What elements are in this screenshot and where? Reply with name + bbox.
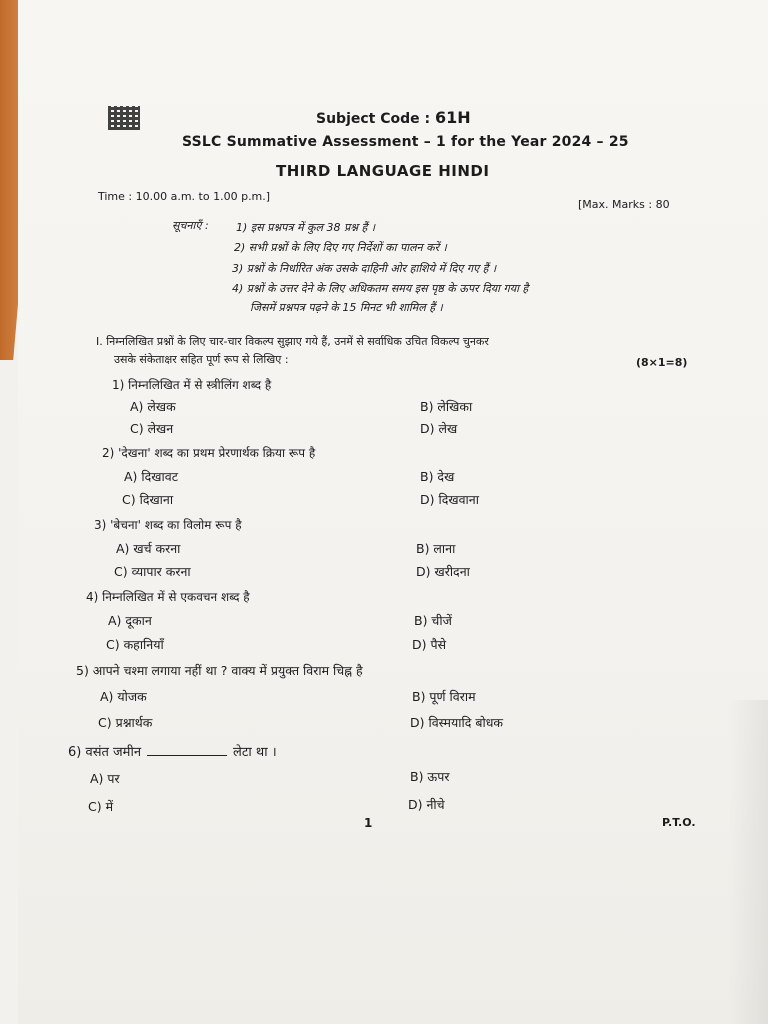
- question: 3) 'बेचना' शब्द का विलोम रूप है: [94, 518, 242, 532]
- subject-code: [316, 108, 471, 127]
- option-b: B) पूर्ण विराम: [412, 689, 476, 704]
- section-instruction-cont: उसके संकेताक्षर सहित पूर्ण रूप से लिखिए :: [114, 353, 289, 366]
- instruction-item: 1) इस प्रश्नपत्र में कुल 38 प्रश्न हैं ।: [236, 221, 375, 234]
- option-d: D) पैसे: [412, 637, 447, 652]
- question: 5) आपने चश्मा लगाया नहीं था ? वाक्य में प्रयुक्त विराम चिह्न है: [76, 663, 363, 678]
- option-a: A) खर्च करना: [116, 541, 181, 556]
- option-c: C) कहानियाँ: [106, 637, 164, 652]
- option-c: C) में: [88, 799, 114, 814]
- instructions-label: सूचनाएँ :: [172, 219, 209, 232]
- option-b: B) चीजें: [414, 613, 452, 628]
- option-b: B) लेखिका: [420, 399, 473, 414]
- option-d: D) खरीदना: [416, 564, 470, 579]
- option-a: A) दिखावट: [124, 469, 178, 484]
- option-c: C) दिखाना: [122, 492, 174, 507]
- instruction-item: 4) प्रश्नों के उत्तर देने के लिए अधिकतम समय इस पृष्ठ के ऊपर दिया गया है: [232, 282, 529, 295]
- section-marks: (8×1=8): [636, 356, 688, 369]
- answer-blank: [147, 745, 227, 756]
- option-c: C) व्यापार करना: [114, 564, 191, 579]
- paper-shadow: [728, 700, 768, 1024]
- subject-code-value: 61H: [435, 108, 471, 127]
- option-c: C) लेखन: [130, 421, 174, 436]
- exam-paper-sheet: [18, 0, 768, 1024]
- option-b: B) ऊपर: [410, 769, 450, 784]
- option-a: A) योजक: [100, 689, 147, 704]
- question-fill-blank: [68, 742, 277, 760]
- exam-time: Time : 10.00 a.m. to 1.00 p.m.]: [98, 190, 271, 203]
- page-number: 1: [364, 816, 373, 830]
- instruction-item: 2) सभी प्रश्नों के लिए दिए गए निर्देशों का पालन करें ।: [234, 241, 447, 254]
- section-instruction: I. निम्नलिखित प्रश्नों के लिए चार-चार विकल्प सुझाए गये हैं, उनमें से सर्वाधिक उचित विकल्प चुनकर: [96, 335, 489, 348]
- instruction-item: 3) प्रश्नों के निर्धारित अंक उसके दाहिनी ओर हाशिये में दिए गए हैं ।: [232, 262, 497, 275]
- instruction-item: जिसमें प्रश्नपत्र पढ़ने के 15 मिनट भी शामिल हैं ।: [250, 301, 443, 314]
- option-b: B) देख: [420, 469, 455, 484]
- max-marks: [Max. Marks : 80: [578, 198, 670, 211]
- option-c: C) प्रश्नार्थक: [98, 715, 153, 730]
- subject-code-label: Subject Code :: [316, 111, 431, 127]
- option-d: D) दिखवाना: [420, 492, 479, 507]
- question: 2) 'देखना' शब्द का प्रथम प्रेरणार्थक क्रिया रूप है: [102, 446, 316, 460]
- option-a: A) दूकान: [108, 613, 152, 628]
- question-text: 6) वसंत जमीन: [68, 745, 142, 760]
- option-d: D) विस्मयादि बोधक: [410, 715, 503, 730]
- pto-label: P.T.O.: [662, 816, 696, 829]
- option-a: A) पर: [90, 771, 120, 786]
- option-a: A) लेखक: [130, 399, 176, 414]
- option-b: B) लाना: [416, 541, 456, 556]
- qr-code-icon: [108, 106, 140, 130]
- option-d: D) नीचे: [408, 797, 445, 812]
- option-d: D) लेख: [420, 421, 458, 436]
- question: 1) निम्नलिखित में से स्त्रीलिंग शब्द है: [112, 378, 272, 392]
- question: 4) निम्नलिखित में से एकवचन शब्द है: [86, 590, 250, 604]
- language-title: THIRD LANGUAGE HINDI: [276, 162, 490, 180]
- exam-title: SSLC Summative Assessment – 1 for the Year 2024 – 25: [182, 134, 629, 150]
- question-text-end: लेटा था ।: [233, 745, 277, 760]
